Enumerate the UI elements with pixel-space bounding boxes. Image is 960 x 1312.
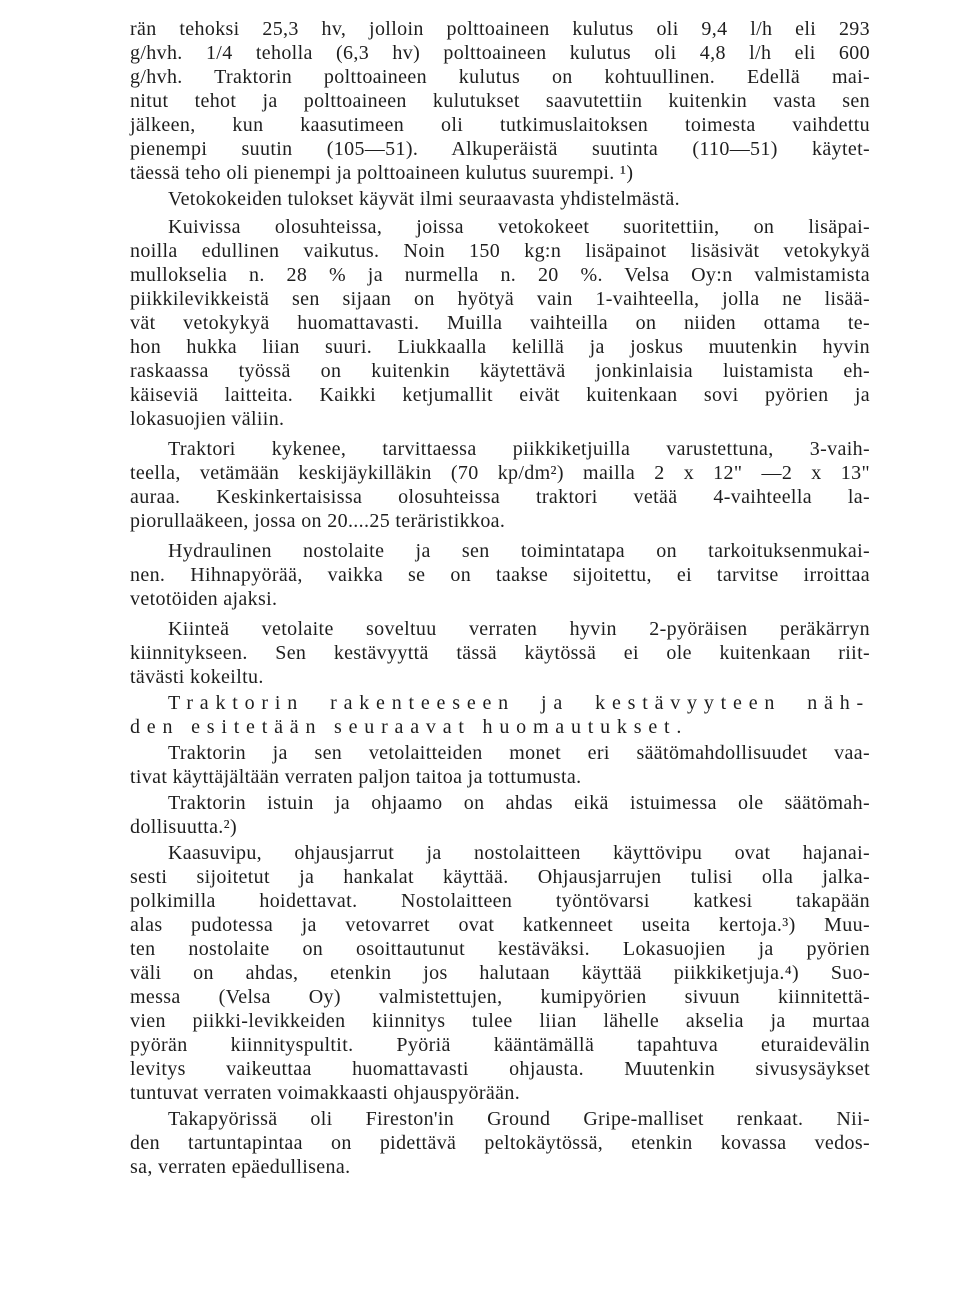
text-line: tävästi kokeiltu. [130, 666, 264, 688]
text-line: levitys vaikeuttaa huomattavasti ohjausta. Muutenkin sivusysäykset [130, 1058, 870, 1080]
text-line: mullokselia n. 28 % ja nurmella n. 20 %. Velsa Oy:n valmistamista [130, 264, 870, 286]
text-line: rän tehoksi 25,3 hv, jolloin polttoaineen kulutus oli 9,4 l/h eli 293 [130, 18, 870, 40]
text-line: piorullaäkeen, jossa on 20....25 teräristikkoa. [130, 510, 506, 532]
text-line: Vetokokeiden tulokset käyvät ilmi seuraavasta yhdistelmästä. [168, 188, 680, 210]
text-line: Kuivissa olosuhteissa, joissa vetokokeet suoritettiin, on lisäpai- [168, 216, 870, 238]
text-line: g/hvh. 1/4 teholla (6,3 hv) polttoaineen kulutus oli 4,8 l/h eli 600 [130, 42, 870, 64]
text-line: vetotöiden ajaksi. [130, 588, 278, 610]
text-line: den tartuntapintaa on pidettävä peltokäytössä, etenkin kovassa vedos- [130, 1132, 870, 1154]
text-line: messa (Velsa Oy) valmistettujen, kumipyörien sivuun kiinnitettä- [130, 986, 870, 1008]
text-line: Kaasuvipu, ohjausjarrut ja nostolaitteen käyttövipu ovat hajanai- [168, 842, 870, 864]
text-line: piikkilevikkeistä sen sijaan on hyötyä vain 1-vaihteella, jolla ne lisää- [130, 288, 870, 310]
text-line: sesti sijoitetut ja hankalat käyttää. Ohjausjarrujen tulisi olla jalka- [130, 866, 870, 888]
text-line: dollisuutta.²) [130, 816, 237, 838]
text-line: ten nostolaite on osoittautunut kestäväksi. Lokasuojien ja pyörien [130, 938, 870, 960]
text-line: auraa. Keskinkertaisissa olosuhteissa traktori vetää 4-vaihteella la- [130, 486, 870, 508]
spaced-heading-line: den esitetään seuraavat huomautukset. [130, 716, 689, 738]
text-line: käiseviä laitteita. Kaikki ketjumallit eivät kuitenkaan sovi pyörien ja [130, 384, 870, 406]
text-line: jälkeen, kun kaasutimeen oli tutkimuslaitoksen toimesta vaihdettu [130, 114, 870, 136]
text-line: Kiinteä vetolaite soveltuu verraten hyvin 2-pyöräisen peräkärryn [168, 618, 870, 640]
text-line: väli on ahdas, etenkin jos halutaan käyttää piikkiketjuja.⁴) Suo- [130, 962, 870, 984]
text-line: kiinnitykseen. Sen kestävyyttä tässä käytössä ei ole kuitenkaan riit- [130, 642, 870, 664]
text-line: pyörän kiinnityspultit. Pyöriä kääntämällä tapahtuva eturaidevälin [130, 1034, 870, 1056]
text-line: Traktori kykenee, tarvittaessa piikkiketjuilla varustettuna, 3-vaih- [168, 438, 870, 460]
text-line: teella, vetämään keskijäykilläkin (70 kp/dm²) mailla 2 x 12" —2 x 13" [130, 462, 870, 484]
text-line: tuntuvat verraten voimakkaasti ohjauspyörään. [130, 1082, 521, 1104]
text-line: vät vetokykyä huomattavasti. Muilla vaihteilla on niiden ottama te- [130, 312, 870, 334]
text-line: vien piikki-levikkeiden kiinnitys tulee liian lähelle akselia ja murtaa [130, 1010, 870, 1032]
text-line: g/hvh. Traktorin polttoaineen kulutus on kohtuullinen. Edellä mai- [130, 66, 870, 88]
text-line: Hydraulinen nostolaite ja sen toimintatapa on tarkoituksenmukai- [168, 540, 870, 562]
text-line: tivat käyttäjältään verraten paljon taitoa ja tottumusta. [130, 766, 582, 788]
text-line: noilla edullinen vaikutus. Noin 150 kg:n lisäpainot lisäsivät vetokykyä [130, 240, 870, 262]
text-line: hon hukka liian suuri. Liukkaalla kelillä ja joskus muutenkin hyvin [130, 336, 870, 358]
spaced-heading-line: Traktorin rakenteeseen ja kestävyyteen näh- [168, 692, 870, 714]
text-line: Takapyörissä oli Fireston'in Ground Gripe-malliset renkaat. Nii- [168, 1108, 870, 1130]
text-line: Traktorin ja sen vetolaitteiden monet eri säätömahdollisuudet vaa- [168, 742, 870, 764]
text-line: alas pudotessa ja vetovarret ovat katkenneet useita kertoja.³) Muu- [130, 914, 870, 936]
text-line: Traktorin istuin ja ohjaamo on ahdas eikä istuimessa ole säätömah- [168, 792, 870, 814]
text-line: sa, verraten epäedullisena. [130, 1156, 351, 1178]
text-line: lokasuojien väliin. [130, 408, 285, 430]
text-line: raskaassa työssä on kuitenkin käytettävä jonkinlaisia luistamista eh- [130, 360, 870, 382]
text-line: täessä teho oli pienempi ja polttoaineen kulutus suurempi. ¹) [130, 162, 634, 184]
text-line: nen. Hihnapyörää, vaikka se on taakse sijoitettu, ei tarvitse irroittaa [130, 564, 870, 586]
text-line: pienempi suutin (105—51). Alkuperäistä suutinta (110—51) käytet- [130, 138, 870, 160]
text-line: polkimilla hoidettavat. Nostolaitteen työntövarsi katkesi takapään [130, 890, 870, 912]
text-line: nitut tehot ja polttoaineen kulutukset saavutettiin kuitenkin vasta sen [130, 90, 870, 112]
